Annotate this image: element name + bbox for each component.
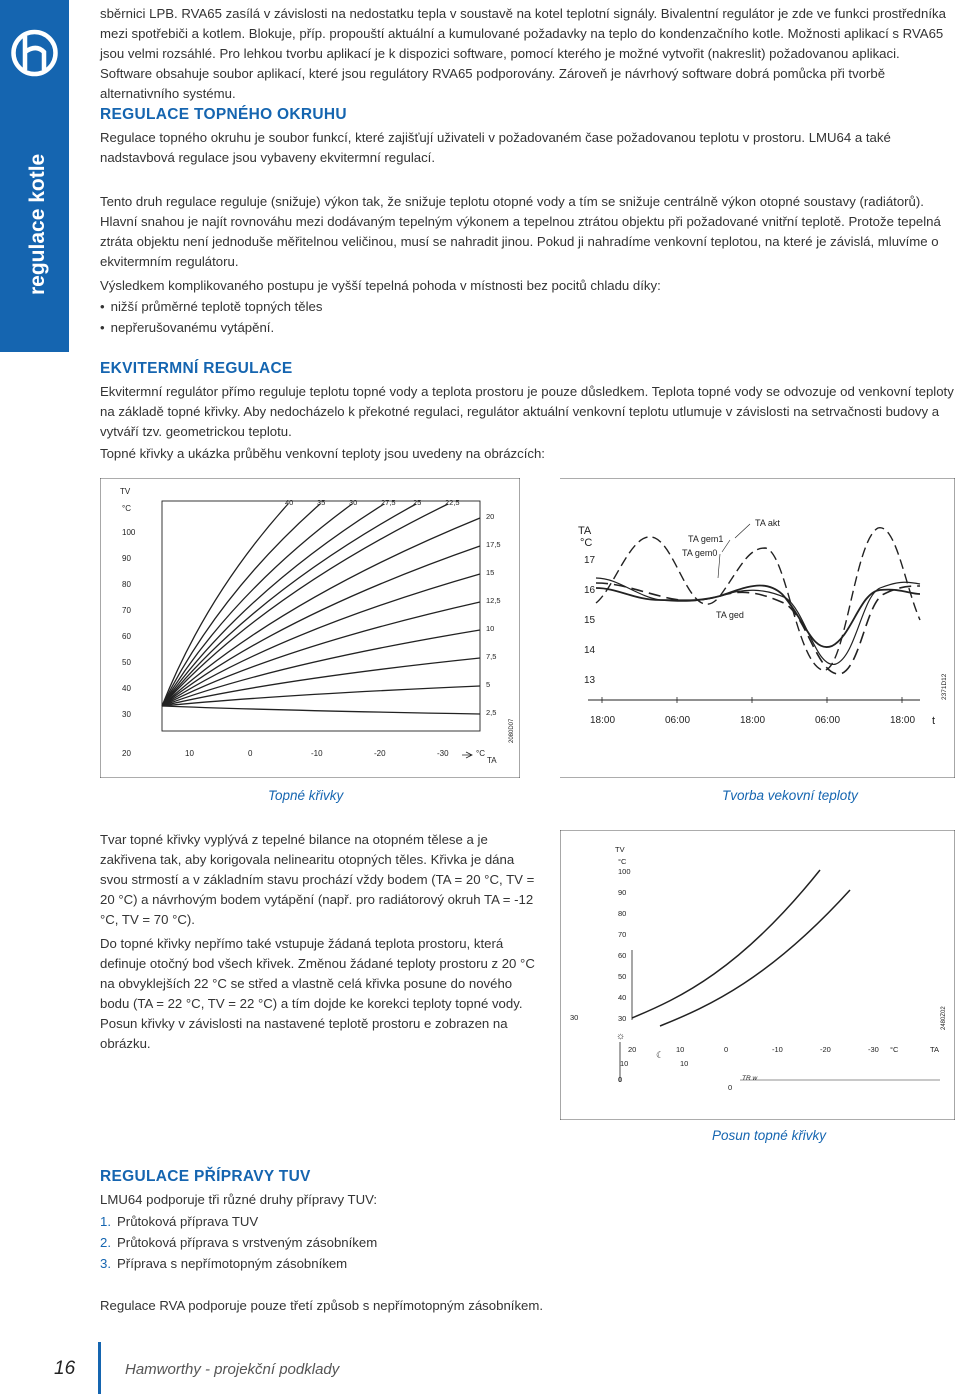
tr-w-label: TR w <box>742 1075 758 1082</box>
x-tick-label: -20 <box>820 1045 831 1054</box>
x-tick-label: -20 <box>374 749 386 758</box>
x-tick-label: -30 <box>437 749 449 758</box>
y-tick-label: 50 <box>618 972 627 981</box>
y-axis-unit: °C <box>122 504 131 513</box>
label-ta-gem1: TA gem1 <box>688 534 724 544</box>
y-tick-label: 30 <box>618 1014 627 1023</box>
x-tick-label: 10 <box>676 1045 685 1054</box>
curve-shift-figure <box>560 830 955 1120</box>
shape-paragraph-2: Do topné křivky nepřímo také vstupuje žádaná teplota prostoru, která definuje otočný bod všech křivek. Změnou žádané teploty prostoru z 20 °C na obvyklejších 22 °C se střed a vlastně celá křivka posune do nového bodu (TA = 22 °C, TV = 22 °C) a tím dojde ke korekci teploty topné vody. Posun křivky v závislosti na nastavené teplotě prostoru e zobrazen na obrázku. <box>100 936 535 1051</box>
footer-divider <box>98 1342 101 1394</box>
outdoor-temperature-figure <box>560 478 955 778</box>
y-tick-label: 70 <box>618 930 627 939</box>
y-axis-title: TA <box>578 525 592 537</box>
x-tick-label: 0 <box>248 749 253 758</box>
y-tick-label: 13 <box>584 675 596 686</box>
figure-code: 2080D07 <box>509 718 515 743</box>
x-tick-label: 20 <box>122 749 131 758</box>
y-tick-label: 60 <box>618 951 627 960</box>
figure-code: 2371D12 <box>941 673 948 700</box>
y-axis-unit: °C <box>580 537 593 549</box>
list-item <box>100 1232 377 1253</box>
dhw-note: Regulace RVA podporuje pouze třetí způsob s nepřímotopným zásobníkem. <box>100 1298 544 1313</box>
row3-tick: 0 <box>728 1083 733 1092</box>
x-tick-label: 18:00 <box>740 715 766 726</box>
heating-paragraph-2: Tento druh regulace reguluje (snižuje) výkon tak, že snižuje teplotu otopné vody a tím se snižuje centrálně výkon otopné soustavy (radiátorů). Hlavní snahou je najít rovnováhu mezi dodávaným tepelným výkonem a tepelnou ztrátou objektu při požadované vnitřní teplotě. Protože tepelná ztráta objektu není jednoduše měřitelnou veličinou, musí se nahradit jinou. Pokud ji nahradíme venkovní teplotou, na které je závislá, mluvíme o ekvitermním regulátoru. <box>100 194 941 269</box>
y-tick-label: 80 <box>618 909 627 918</box>
svg-text:regulace kotle: regulace kotle <box>26 153 49 295</box>
y-axis-title: TV <box>120 487 131 496</box>
y-tick-label: 40 <box>618 993 627 1002</box>
benefit-list <box>100 296 322 338</box>
heating-curves-figure <box>100 478 520 778</box>
ekviterm-paragraph-1: Ekvitermní regulátor přímo reguluje teplotu topné vody a teplota prostoru je pouze důsledkem. Teplota topné vody se odvozuje od venkovní teploty na základě topné křivky. Aby nedocházelo k překotné regulaci, regulátor aktuální venkovní teplotu utlumuje v závislosti na setrvačnosti budovy a vytváří tzv. geometrickou teplotu. <box>100 384 954 439</box>
y-tick-label: 30 <box>122 710 131 719</box>
list-text: Průtoková příprava s vrstveným zásobníkem <box>117 1235 378 1250</box>
curve-label-right: 20 <box>486 512 495 521</box>
list-item: • nižší průměrné teplotě topných těles <box>100 296 322 317</box>
x-axis-unit: °C <box>890 1045 899 1054</box>
heading-heating-regulation: REGULACE TOPNÉHO OKRUHU <box>100 106 347 123</box>
curve-label-top: 27,5 <box>381 498 396 507</box>
y-tick-label: 90 <box>122 554 131 563</box>
x-tick-label: 18:00 <box>890 715 916 726</box>
curve-label-right: 5 <box>486 680 491 689</box>
footer-text: Hamworthy - projekční podklady <box>125 1361 340 1378</box>
heating-paragraph-1: Regulace topného okruhu je soubor funkcí, které zajišťují uživateli v požadovaném čase požadovanou teplotu v prostoru. LMU64 a také nadstavbová regulace jsou vybaveny ekvitermní regulací. <box>100 130 891 165</box>
y-tick-label: 15 <box>584 615 596 626</box>
curve-label-right: 12,5 <box>486 596 501 605</box>
x-tick-label: 0 <box>724 1045 729 1054</box>
x-axis-unit: °C <box>476 749 485 758</box>
list-item <box>100 1211 377 1232</box>
x-tick-label: 06:00 <box>815 715 841 726</box>
y-tick-label: 100 <box>618 867 631 876</box>
dhw-list <box>100 1211 377 1274</box>
dhw-intro: LMU64 podporuje tři různé druhy přípravy TUV: <box>100 1192 378 1207</box>
y-tick-label: 60 <box>122 632 131 641</box>
shape-paragraph-1: Tvar topné křivky vyplývá z tepelné bilance na otopném tělese a je zakřivena tak, aby korigovala nelinearitu otopných těles. Křivka je dána svou strmostí a v základním stavu prochází vždy bodem (TA = 20 °C, TV = 20 °C) a návrhovým bodem vytápění (např. pro radiátorový okruh TA = -12 °C, TV = 70 °C). <box>100 832 535 927</box>
heading-ekviterm: EKVITERMNÍ REGULACE <box>100 360 293 377</box>
x-tick-label: 20 <box>628 1045 637 1054</box>
sun-icon: ☼ <box>616 1031 626 1042</box>
y-tick-label: 100 <box>122 528 136 537</box>
list-item <box>100 1253 377 1274</box>
moon-icon: ☾ <box>656 1050 665 1060</box>
x-tick-label: 18:00 <box>590 715 616 726</box>
ekviterm-paragraph-2: Topné křivky a ukázka průběhu venkovní teploty jsou uvedeny na obrázcích: <box>100 446 545 461</box>
x-axis-label: TA <box>487 756 497 765</box>
y-tick-label: 80 <box>122 580 131 589</box>
heading-dhw: REGULACE PŘÍPRAVY TUV <box>100 1168 311 1185</box>
curve-label-right: 15 <box>486 568 495 577</box>
list-number: 3. <box>100 1256 111 1271</box>
row2-tick: 10 <box>620 1059 629 1068</box>
x-tick-label: -10 <box>772 1045 783 1054</box>
y-tick-label: 90 <box>618 888 627 897</box>
intro-paragraph: sběrnici LPB. RVA65 zasílá v závislosti na nedostatku tepla v soustavě na kotel teplotní signály. Bivalentní regulátor je zde ve funkci prostředníka mezi spotřebiči a kotlem. Blokuje, příp. propouští aktuální a kumulované požadavky na teplo do kondenzačního kotle. Možnosti aplikací s RVA65 jsou velmi rozsáhlé. Pro lehkou tvorbu aplikací je k dispozici software, pomocí kterého je možné vytvořit (nakreslit) požadovanou aplikaci. Software obsahuje soubor aplikací, které jsou regulátory RVA65 podporovány. Zároveň je návrhový software dobrá pomůcka při tvorbě alternativního systému. <box>100 6 946 101</box>
curve-label-top: 25 <box>413 498 422 507</box>
label-ta-ged: TA ged <box>716 610 744 620</box>
row3-tick: 0 <box>618 1075 623 1084</box>
section-label <box>6 110 64 350</box>
curve-label-right: 10 <box>486 624 495 633</box>
x-tick-label: 10 <box>185 749 194 758</box>
list-item: • nepřerušovanému vytápění. <box>100 317 322 338</box>
figure-frame <box>100 478 520 778</box>
curve-label-top: 22,5 <box>445 498 460 507</box>
x-axis-label: TA <box>930 1045 940 1054</box>
x-tick-label: -30 <box>868 1045 879 1054</box>
y-tick-label: 50 <box>122 658 131 667</box>
y-tick-label: 40 <box>122 684 131 693</box>
figure-code: 2480Z02 <box>941 1006 947 1030</box>
y-tick-label: 14 <box>584 645 596 656</box>
sidebar <box>0 0 69 352</box>
list-text: Průtoková příprava TUV <box>117 1214 259 1229</box>
y-tick-label: 70 <box>122 606 131 615</box>
y-axis-unit: °C <box>618 857 627 866</box>
curve-label-right: 2,5 <box>486 708 497 717</box>
heating-paragraph-3: Výsledkem komplikovaného postupu je vyšší tepelná pohoda v místnosti bez pocitů chladu díky: <box>100 278 661 293</box>
list-number: 2. <box>100 1235 111 1250</box>
hamworthy-logo-icon <box>8 8 61 82</box>
curve-label-top: 35 <box>317 498 326 507</box>
label-ta-gem0: TA gem0 <box>682 548 718 558</box>
left-extra-tick: 30 <box>570 1013 579 1022</box>
x-tick-label: -10 <box>311 749 323 758</box>
figure-caption: Posun topné křivky <box>712 1128 827 1143</box>
figure-caption: Topné křivky <box>268 788 344 803</box>
curve-label-right: 17,5 <box>486 540 501 549</box>
curve-label-right: 7,5 <box>486 652 497 661</box>
y-tick-label: 17 <box>584 555 596 566</box>
page-number: 16 <box>54 1358 76 1379</box>
x-tick-label: 06:00 <box>665 715 691 726</box>
figure-caption: Tvorba vekovní teploty <box>722 788 858 803</box>
label-ta-akt: TA akt <box>755 518 780 528</box>
row2-tick: 10 <box>680 1059 689 1068</box>
y-axis-title: TV <box>615 845 625 854</box>
list-number: 1. <box>100 1214 111 1229</box>
curve-label-top: 40 <box>285 498 294 507</box>
curve-label-top: 30 <box>349 498 358 507</box>
list-text: Příprava s nepřímotopným zásobníkem <box>117 1256 348 1271</box>
x-axis-label: t <box>932 715 936 727</box>
y-tick-label: 16 <box>584 585 596 596</box>
